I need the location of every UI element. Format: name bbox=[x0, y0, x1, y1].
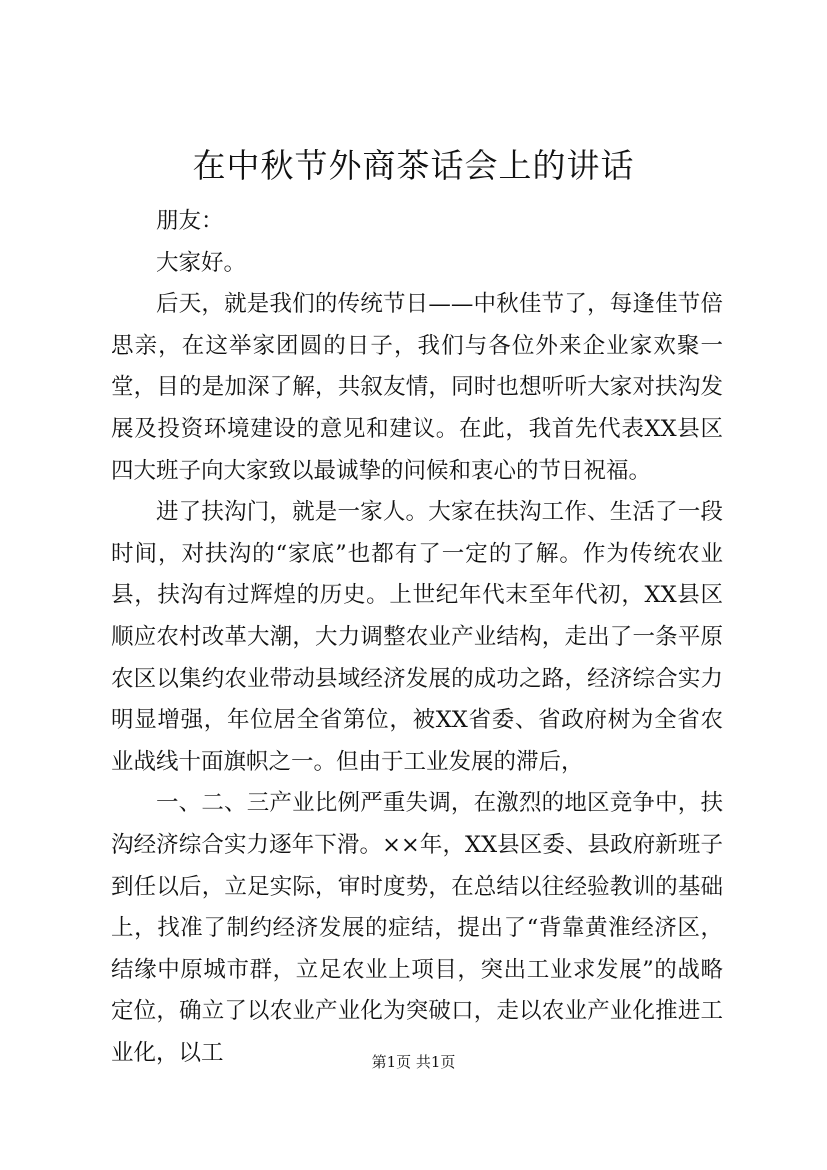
salutation: 朋友： bbox=[156, 208, 224, 234]
document-title: 在中秋节外商茶话会上的讲话 bbox=[192, 146, 635, 185]
greeting: 大家好。 bbox=[156, 249, 247, 276]
paragraph: 一、二、三产业比例严重失调，在激烈的地区竞争中，扶沟经济综合实力逐年下滑。××年，XX县区委、县政府新班子到任以后，立足实际，审时度势，在总结以往经验教训的基础上，找准了制约经济发展的症结，提出了“背靠黄淮经济区，结缘中原城市群，立足农业上项目，突出工业求发展”的战略定位，确立了以农业产业化为突破口，走以农业产业化推进工业化，以工 bbox=[111, 790, 723, 1066]
paragraph: 进了扶沟门，就是一家人。大家在扶沟工作、生活了一段时间，对扶沟的“家底”也都有了一定的了解。作为传统农业县，扶沟有过辉煌的历史。上世纪年代末至年代初，XX县区顺应农村改革大潮，大力调整农业产业结构，走出了一条平原农区以集约农业带动县域经济发展的成功之路，经济综合实力明显增强，年位居全省第位，被XX省委、省政府树为全省农业战线十面旗帜之一。但由于工业发展的滞后， bbox=[111, 499, 723, 775]
paragraph: 后天，就是我们的传统节日——中秋佳节了，每逢佳节倍思亲，在这举家团圆的日子，我们与各位外来企业家欢聚一堂，目的是加深了解，共叙友情，同时也想听听大家对扶沟发展及投资环境建设的意见和建议。在此，我首先代表XX县区四大班子向大家致以最诚挚的问候和衷心的节日祝福。 bbox=[111, 291, 723, 484]
page-footer: 第1页 共1页 bbox=[371, 1053, 456, 1071]
document-body bbox=[111, 201, 723, 1074]
